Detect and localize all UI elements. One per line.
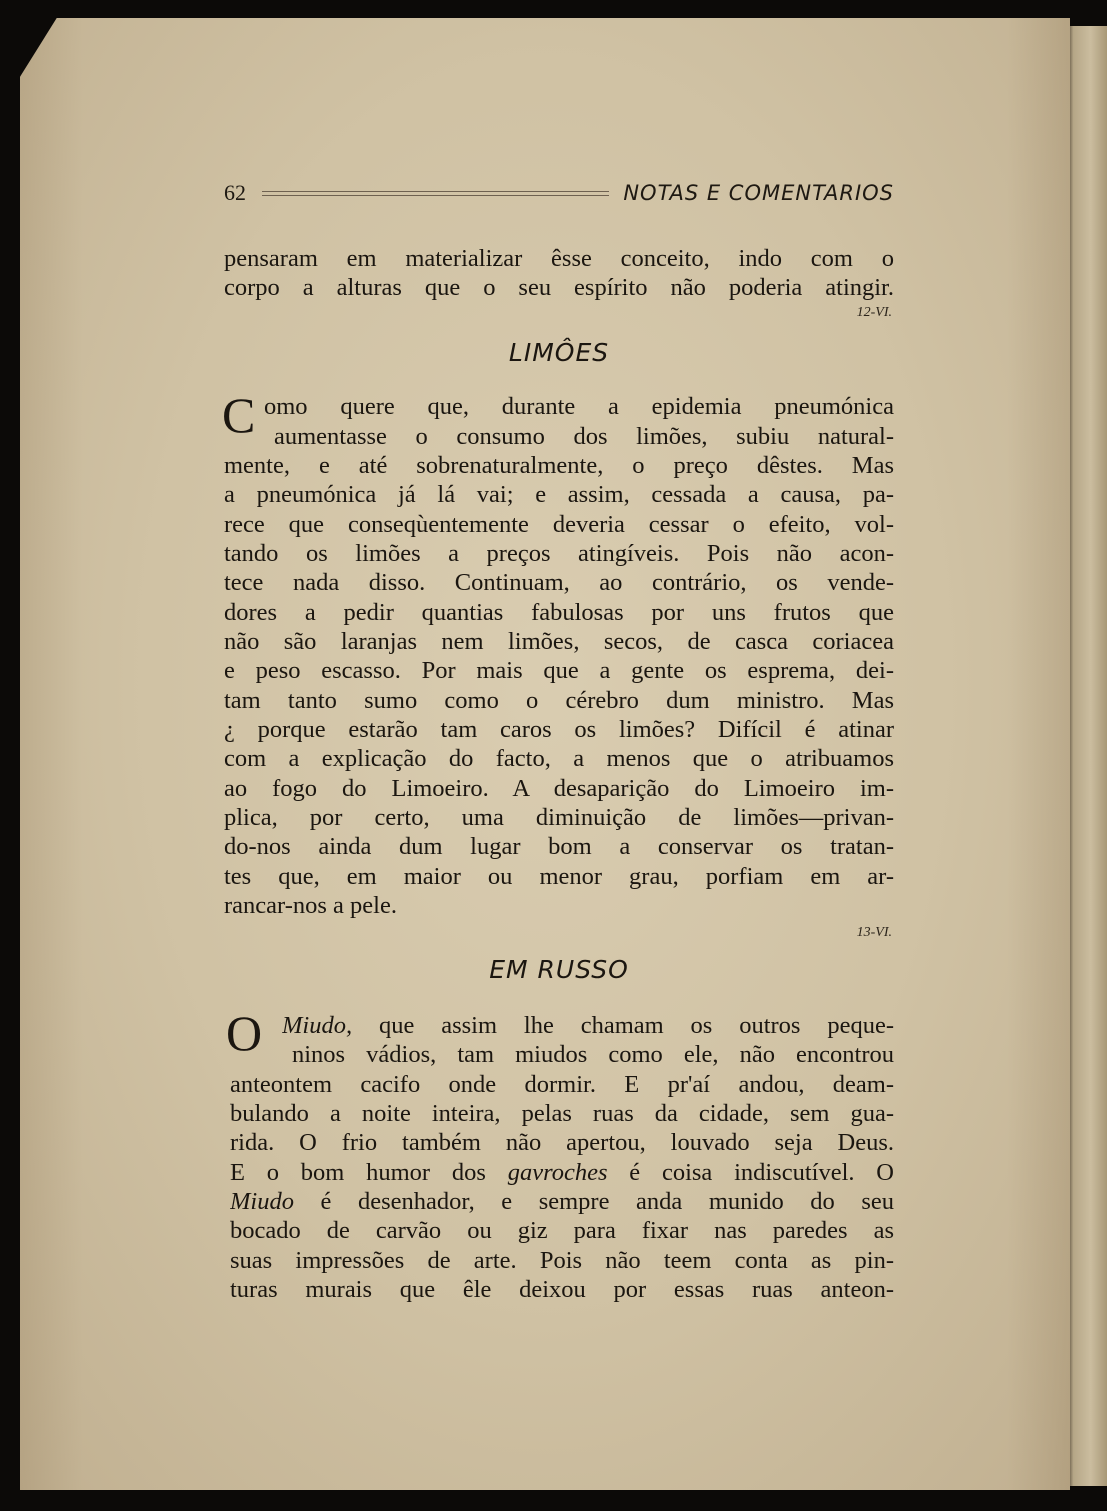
running-head (224, 176, 894, 210)
text-line: tando os limões a preços atingíveis. Pois não acon- (224, 540, 894, 567)
text-line (230, 1187, 894, 1216)
drop-initial: O (226, 1005, 263, 1061)
italic-word: gavroches (507, 1159, 608, 1186)
italic-word: Miudo, (282, 1012, 353, 1039)
text-line: anteontem cacifo onde dormir. E pr'aí andou, deam- (230, 1071, 894, 1098)
text-line: pensaram em materializar êsse conceito, indo com o (224, 245, 894, 272)
text-line: bocado de carvão ou giz para fixar nas paredes as (230, 1217, 894, 1244)
header-rule (262, 191, 609, 196)
text-line: e peso escasso. Por mais que a gente os esprema, dei- (224, 657, 894, 684)
section-title-limoes: LIMÔES (508, 338, 610, 367)
text-line: rancar-nos a pele. (224, 892, 397, 919)
running-title: NOTAS E COMENTARIOS (623, 181, 894, 205)
text-line: aumentasse o consumo dos limões, subiu natural- (274, 423, 894, 450)
line-text: é desenhador, e sempre anda munido do seu (293, 1188, 894, 1215)
text-line: suas impressões de arte. Pois não teem conta as pin- (230, 1247, 894, 1274)
page-number: 62 (224, 180, 246, 205)
text-line: dores a pedir quantias fabulosas por uns frutos que (224, 599, 894, 626)
text-line: do-nos ainda dum lugar bom a conservar os tratan- (224, 833, 894, 860)
intro-date: 12-VI. (856, 305, 892, 320)
drop-initial: C (222, 387, 256, 443)
line-text: é coisa indiscutível. O (607, 1159, 894, 1186)
text-line: tes que, em maior ou menor grau, porfiam em ar- (224, 863, 894, 890)
text-line: não são laranjas nem limões, secos, de casca coriacea (224, 628, 894, 655)
next-page-edge (1066, 26, 1107, 1486)
text-line: tam tanto sumo como o cérebro dum ministro. Mas (224, 687, 894, 714)
section-title-em-russo: EM RUSSO (489, 955, 629, 984)
text-line: mente, e até sobrenaturalmente, o preço dêstes. Mas (224, 452, 894, 479)
text-line: rece que conseqùentemente deveria cessar o efeito, vol- (224, 511, 894, 538)
text-line: plica, por certo, uma diminuição de limões—privan- (224, 804, 894, 831)
text-line: a pneumónica já lá vai; e assim, cessada a causa, pa- (224, 481, 894, 508)
text-line: com a explicação do facto, a menos que o atribuamos (224, 745, 894, 772)
line-text: E o bom humor dos (230, 1159, 508, 1186)
text-line (230, 1158, 894, 1187)
text-line: tece nada disso. Continuam, ao contrário, os vende- (224, 569, 894, 596)
text-line: ao fogo do Limoeiro. A desaparição do Limoeiro im- (224, 775, 894, 802)
line-text: que assim lhe chamam os outros peque- (352, 1012, 894, 1039)
text-line: ¿ porque estarão tam caros os limões? Difícil é atinar (224, 716, 894, 743)
text-line: omo quere que, durante a epidemia pneumónica (264, 393, 894, 420)
text-line: turas murais que êle deixou por essas ruas anteon- (230, 1276, 894, 1303)
limoes-date: 13-VI. (856, 925, 892, 940)
text-line: bulando a noite inteira, pelas ruas da cidade, sem gua- (230, 1100, 894, 1127)
text-line (282, 1011, 894, 1040)
italic-word: Miudo (230, 1188, 294, 1215)
text-line: ninos vádios, tam miudos como ele, não encontrou (292, 1041, 894, 1068)
text-line: corpo a alturas que o seu espírito não poderia atingir. (224, 274, 894, 301)
text-line: rida. O frio também não apertou, louvado seja Deus. (230, 1129, 894, 1156)
